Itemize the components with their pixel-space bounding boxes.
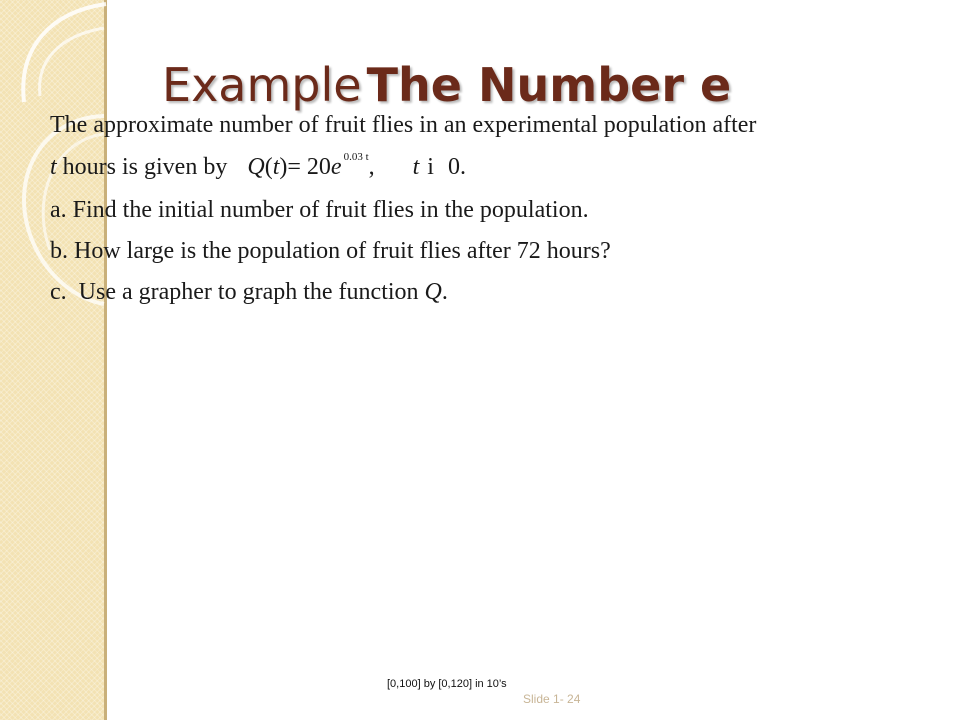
problem-item-b: b. How large is the population of fruit flies after 72 hours?: [50, 238, 611, 264]
graph-window-caption: [0,100] by [0,120] in 10’s: [387, 678, 507, 690]
fn-equals: = 20: [287, 154, 331, 180]
given-text: hours is given by: [56, 154, 234, 180]
problem-function-line: [50, 151, 466, 181]
cond-value: 0.: [447, 154, 466, 180]
fn-close-paren: ): [279, 154, 288, 180]
var-t: t: [50, 154, 57, 180]
item-c-text: c. Use a grapher to graph the function: [50, 279, 425, 305]
problem-item-a: a. Find the initial number of fruit flies in the population.: [50, 197, 589, 223]
problem-intro: The approximate number of fruit flies in an experimental population after: [50, 112, 757, 138]
item-c-var: Q: [424, 279, 442, 305]
slide-number: Slide 1- 24: [523, 692, 581, 706]
fn-arg-t: t: [272, 154, 280, 180]
item-c-end: .: [441, 279, 448, 305]
cond-symbol: i: [427, 154, 434, 180]
title-main: The Number e: [366, 58, 732, 112]
fn-comma: ,: [368, 154, 375, 180]
cond-t: t: [412, 154, 420, 180]
problem-item-c: [50, 279, 448, 306]
slide-title: [162, 58, 731, 112]
fn-e: e: [330, 154, 342, 180]
fn-name-Q: Q: [247, 154, 265, 180]
fn-exponent: 0.03 t: [343, 151, 369, 163]
title-prefix: Example: [162, 58, 362, 112]
fn-open-paren: (: [264, 154, 273, 180]
